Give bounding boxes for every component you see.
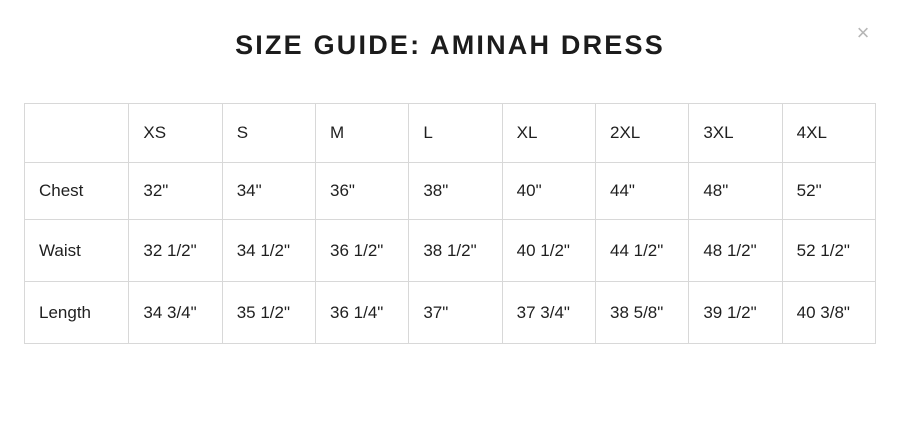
cell-chest-s: 34": [222, 163, 315, 220]
cell-chest-4xl: 52": [782, 163, 875, 220]
column-header-4xl: 4XL: [782, 104, 875, 163]
cell-chest-2xl: 44": [596, 163, 689, 220]
cell-waist-m: 36 1/2": [316, 220, 409, 282]
cell-waist-xs: 32 1/2": [129, 220, 222, 282]
cell-length-4xl: 40 3/8": [782, 282, 875, 344]
table-row: [25, 220, 876, 282]
size-chart-table: [24, 103, 876, 344]
cell-length-2xl: 38 5/8": [596, 282, 689, 344]
column-header-l: L: [409, 104, 502, 163]
table-header: [25, 104, 876, 163]
table-header-row: [25, 104, 876, 163]
table-corner-cell: [25, 104, 129, 163]
cell-length-3xl: 39 1/2": [689, 282, 782, 344]
column-header-2xl: 2XL: [596, 104, 689, 163]
page-title: SIZE GUIDE: AMINAH DRESS: [235, 30, 665, 60]
column-header-xl: XL: [502, 104, 595, 163]
row-label-length: Length: [25, 282, 129, 344]
cell-waist-l: 38 1/2": [409, 220, 502, 282]
table-row: [25, 163, 876, 220]
cell-waist-4xl: 52 1/2": [782, 220, 875, 282]
close-icon[interactable]: ×: [850, 20, 876, 46]
cell-chest-xl: 40": [502, 163, 595, 220]
cell-chest-m: 36": [316, 163, 409, 220]
cell-chest-3xl: 48": [689, 163, 782, 220]
column-header-3xl: 3XL: [689, 104, 782, 163]
cell-waist-2xl: 44 1/2": [596, 220, 689, 282]
table-body: [25, 163, 876, 344]
cell-length-l: 37": [409, 282, 502, 344]
cell-length-xl: 37 3/4": [502, 282, 595, 344]
cell-waist-s: 34 1/2": [222, 220, 315, 282]
cell-length-s: 35 1/2": [222, 282, 315, 344]
cell-length-m: 36 1/4": [316, 282, 409, 344]
cell-chest-xs: 32": [129, 163, 222, 220]
column-header-xs: XS: [129, 104, 222, 163]
size-table-container: [24, 103, 876, 344]
cell-chest-l: 38": [409, 163, 502, 220]
row-label-waist: Waist: [25, 220, 129, 282]
cell-waist-xl: 40 1/2": [502, 220, 595, 282]
cell-length-xs: 34 3/4": [129, 282, 222, 344]
cell-waist-3xl: 48 1/2": [689, 220, 782, 282]
column-header-m: M: [316, 104, 409, 163]
row-label-chest: Chest: [25, 163, 129, 220]
column-header-s: S: [222, 104, 315, 163]
table-row: [25, 282, 876, 344]
